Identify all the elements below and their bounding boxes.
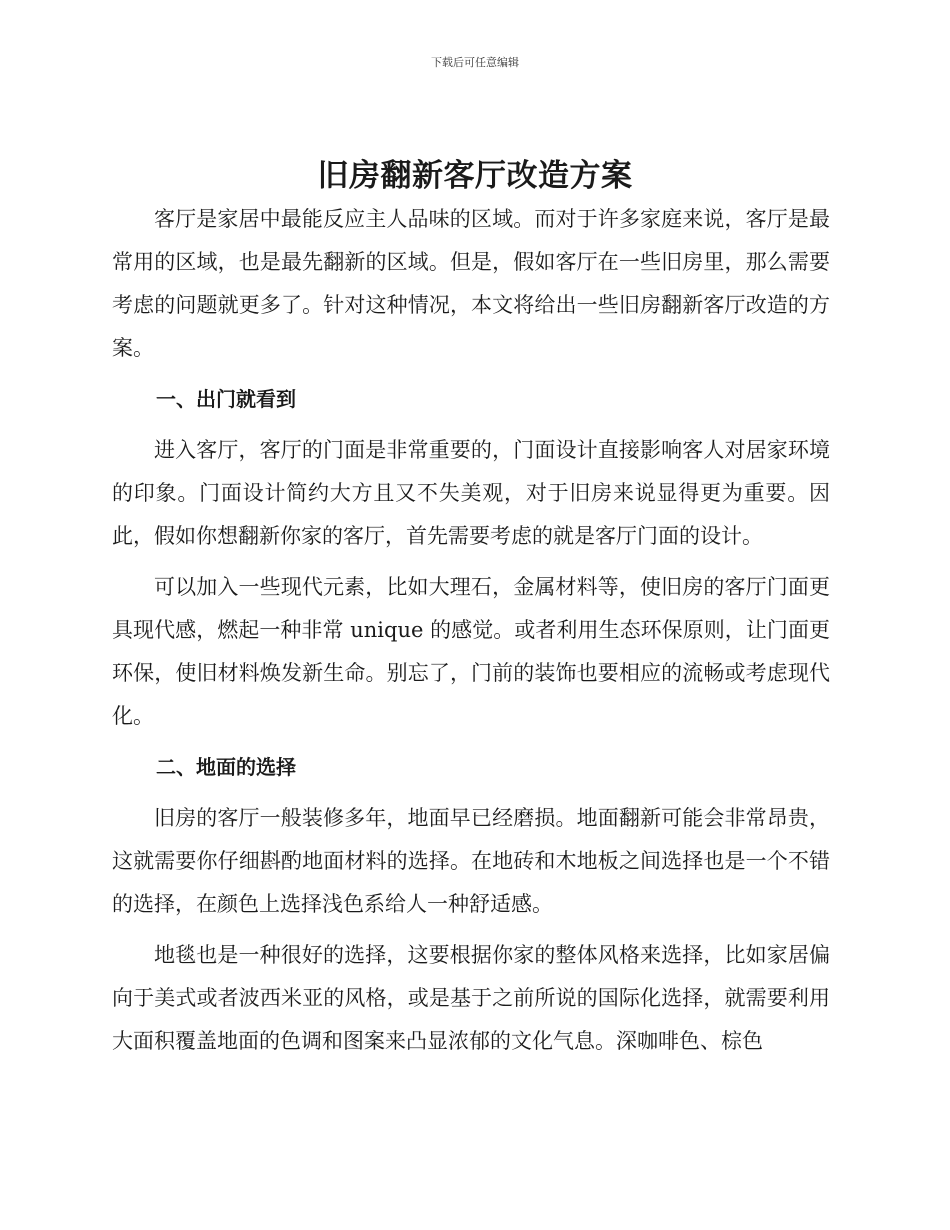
header-note: 下载后可任意编辑: [431, 56, 519, 69]
document-body: [112, 198, 830, 1063]
section-1-paragraph-1: 进入客厅，客厅的门面是非常重要的，门面设计直接影响客人对居家环境的印象。门面设计简约大方且又不失美观，对于旧房来说显得更为重要。因此，假如你想翻新你家的客厅，首先需要考虑的就是客厅门面的设计。: [112, 438, 830, 548]
intro-paragraph: 客厅是家居中最能反应主人品味的区域。而对于许多家庭来说，客厅是最常用的区域，也是最先翻新的区域。但是，假如客厅在一些旧房里，那么需要考虑的问题就更多了。针对这种情况，本文将给出一些旧房翻新客厅改造的方案。: [112, 207, 830, 360]
section-heading-2: 二、地面的选择: [156, 755, 296, 779]
section-2-paragraph-2: 地毯也是一种很好的选择，这要根据你家的整体风格来选择，比如家居偏向于美式或者波西米亚的风格，或是基于之前所说的国际化选择，就需要利用大面积覆盖地面的色调和图案来凸显浓郁的文化气息。深咖啡色、棕色: [112, 943, 830, 1053]
document-title: 旧房翻新客厅改造方案: [317, 158, 633, 194]
section-1-paragraph-2: 可以加入一些现代元素，比如大理石，金属材料等，使旧房的客厅门面更具现代感，燃起一种非常 unique 的感觉。或者利用生态环保原则，让门面更环保，使旧材料焕发新生命。别忘了，门前的装饰也要相应的流畅或考虑现代化。: [112, 575, 830, 728]
section-heading-1: 一、出门就看到: [156, 387, 296, 411]
section-2-paragraph-1: 旧房的客厅一般装修多年，地面早已经磨损。地面翻新可能会非常昂贵，这就需要你仔细斟酌地面材料的选择。在地砖和木地板之间选择也是一个不错的选择，在颜色上选择浅色系给人一种舒适感。: [112, 806, 830, 916]
